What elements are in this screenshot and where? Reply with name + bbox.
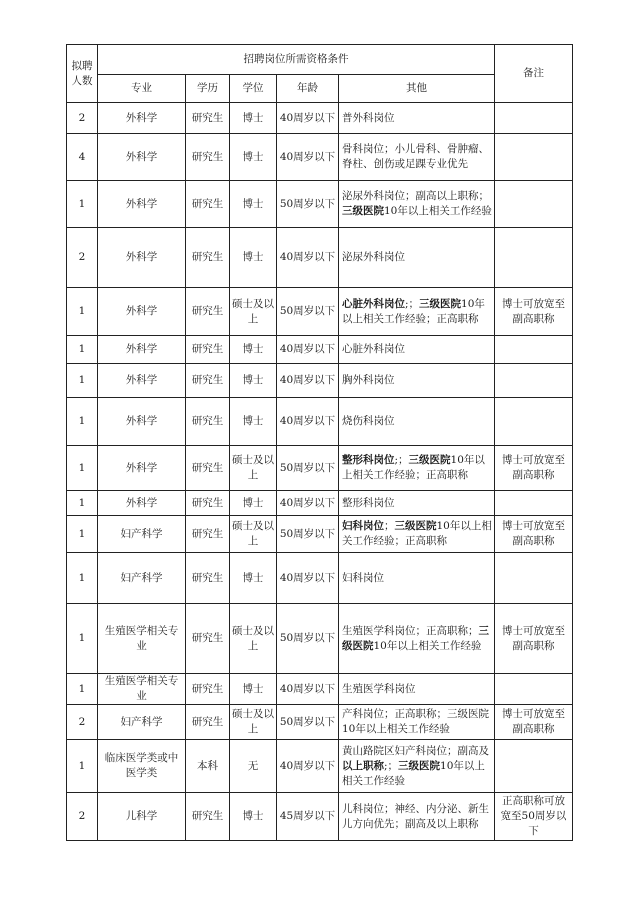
cell-education: 研究生 [186, 228, 230, 288]
other-text-segment: 10年以上相关工作经验 [342, 759, 485, 787]
other-text-segment: 10年以上相关工作经验 [373, 639, 482, 652]
cell-remark: 正高职称可放宽至50周岁以下 [495, 793, 573, 841]
cell-major: 临床医学类或中医学类 [98, 740, 186, 793]
cell-other [339, 553, 495, 604]
header-major: 专业 [98, 75, 186, 103]
cell-major: 妇产科学 [98, 705, 186, 740]
other-text-segment: 三级医院 [342, 205, 384, 217]
cell-degree: 博士 [230, 398, 277, 446]
cell-degree: 硕士及以上 [230, 516, 277, 553]
table-row [67, 134, 573, 181]
cell-degree: 硕士及以上 [230, 705, 277, 740]
cell-major: 外科学 [98, 446, 186, 491]
cell-count: 1 [67, 288, 98, 336]
cell-other [339, 740, 495, 793]
other-text-segment: 生殖医学科岗位；正高职称； [342, 624, 479, 637]
cell-degree: 无 [230, 740, 277, 793]
cell-other [339, 604, 495, 674]
cell-count: 1 [67, 398, 98, 446]
cell-other [339, 181, 495, 228]
other-text-segment: 生殖医学科岗位 [342, 682, 416, 695]
cell-degree: 博士 [230, 364, 277, 398]
table-row [67, 336, 573, 364]
other-text-segment: 泌尿外科岗位；副高以上职称； [342, 190, 489, 202]
cell-major: 外科学 [98, 491, 186, 516]
cell-age: 40周岁以下 [277, 364, 339, 398]
table-row [67, 553, 573, 604]
cell-education: 研究生 [186, 491, 230, 516]
cell-major: 妇产科学 [98, 553, 186, 604]
other-text-segment: 泌尿外科岗位 [342, 251, 405, 263]
header-qualifications: 招聘岗位所需资格条件 [98, 45, 495, 75]
cell-age: 40周岁以下 [277, 491, 339, 516]
cell-degree: 博士 [230, 491, 277, 516]
other-text-segment: ； [384, 520, 395, 532]
header-count: 拟聘人数 [67, 45, 98, 103]
cell-other [339, 398, 495, 446]
table-row [67, 793, 573, 841]
cell-age: 40周岁以下 [277, 336, 339, 364]
cell-count: 1 [67, 740, 98, 793]
cell-count: 1 [67, 553, 98, 604]
cell-degree: 硕士及以上 [230, 604, 277, 674]
cell-major: 外科学 [98, 228, 186, 288]
table-row [67, 516, 573, 553]
cell-count: 4 [67, 134, 98, 181]
cell-other [339, 491, 495, 516]
cell-education: 研究生 [186, 553, 230, 604]
header-remarks: 备注 [495, 45, 573, 103]
cell-degree: 硕士及以上 [230, 446, 277, 491]
header-age: 年龄 [277, 75, 339, 103]
other-text-segment: 三级医院 [394, 520, 437, 532]
cell-education: 研究生 [186, 181, 230, 228]
cell-education: 研究生 [186, 103, 230, 134]
cell-count: 1 [67, 516, 98, 553]
cell-education: 研究生 [186, 446, 230, 491]
other-text-segment: 普外科岗位 [342, 111, 395, 124]
cell-education: 研究生 [186, 604, 230, 674]
cell-other [339, 705, 495, 740]
cell-count: 1 [67, 674, 98, 705]
cell-age: 50周岁以下 [277, 516, 339, 553]
other-text-segment: 黄山路院区妇产科岗位；副高及 [342, 744, 489, 757]
cell-major: 外科学 [98, 288, 186, 336]
header-degree: 学位 [230, 75, 277, 103]
cell-education: 研究生 [186, 705, 230, 740]
cell-major: 外科学 [98, 181, 186, 228]
cell-age: 50周岁以下 [277, 446, 339, 491]
cell-other [339, 103, 495, 134]
cell-age: 40周岁以下 [277, 674, 339, 705]
other-text-segment: 骨科岗位；小儿骨科、骨肿瘤、脊柱、创伤或足踝专业优先 [342, 143, 489, 170]
cell-major: 外科学 [98, 134, 186, 181]
cell-count: 1 [67, 604, 98, 674]
cell-major: 儿科学 [98, 793, 186, 841]
other-text-segment: 10年以上相关工作经验；正高职称 [342, 520, 492, 547]
cell-other [339, 446, 495, 491]
table-row [67, 674, 573, 705]
cell-education: 研究生 [186, 793, 230, 841]
table-row [67, 364, 573, 398]
cell-age: 50周岁以下 [277, 705, 339, 740]
cell-remark [495, 364, 573, 398]
cell-remark [495, 740, 573, 793]
cell-count: 1 [67, 336, 98, 364]
table-row [67, 705, 573, 740]
cell-age: 50周岁以下 [277, 181, 339, 228]
cell-major: 生殖医学相关专业 [98, 604, 186, 674]
cell-education: 研究生 [186, 398, 230, 446]
other-text-segment: 胸外科岗位 [342, 374, 395, 386]
cell-age: 50周岁以下 [277, 604, 339, 674]
cell-age: 40周岁以下 [277, 398, 339, 446]
other-text-segment: 三级医院 [342, 624, 489, 652]
cell-remark: 博士可放宽至副高职称 [495, 516, 573, 553]
cell-other [339, 336, 495, 364]
cell-other [339, 134, 495, 181]
header-other: 其他 [339, 75, 495, 103]
table-row [67, 740, 573, 793]
table-row [67, 398, 573, 446]
other-text-segment: 10年以上相关工作经验；正高职称 [342, 454, 485, 481]
cell-other [339, 228, 495, 288]
cell-remark: 博士可放宽至副高职称 [495, 288, 573, 336]
cell-degree: 博士 [230, 103, 277, 134]
table-row [67, 103, 573, 134]
cell-other [339, 364, 495, 398]
other-text-segment: 三级医院 [419, 297, 462, 310]
cell-remark [495, 491, 573, 516]
other-text-segment: 产科岗位；正高职称；三级医院10年以上相关工作经验 [342, 708, 489, 735]
cell-education: 研究生 [186, 364, 230, 398]
cell-degree: 博士 [230, 336, 277, 364]
other-text-segment: 以上职称 [342, 759, 384, 772]
cell-count: 2 [67, 705, 98, 740]
cell-age: 40周岁以下 [277, 134, 339, 181]
cell-degree: 博士 [230, 181, 277, 228]
cell-age: 40周岁以下 [277, 103, 339, 134]
cell-remark [495, 674, 573, 705]
cell-remark [495, 103, 573, 134]
other-text-segment: ;； [394, 454, 409, 466]
cell-count: 1 [67, 446, 98, 491]
other-text-segment: 心脏外科岗位 [342, 343, 405, 355]
table-row [67, 288, 573, 336]
header-education: 学历 [186, 75, 230, 103]
cell-count: 1 [67, 491, 98, 516]
cell-degree: 博士 [230, 228, 277, 288]
cell-degree: 博士 [230, 793, 277, 841]
cell-age: 40周岁以下 [277, 740, 339, 793]
other-text-segment: 儿科岗位；神经、内分泌、新生儿方向优先；副高及以上职称 [342, 802, 489, 830]
cell-education: 研究生 [186, 288, 230, 336]
other-text-segment: 三级医院 [398, 759, 441, 772]
other-text-segment: 10年以上相关工作经验；正高职称 [342, 297, 485, 325]
cell-remark: 博士可放宽至副高职称 [495, 446, 573, 491]
recruitment-table [66, 44, 573, 841]
cell-remark: 博士可放宽至副高职称 [495, 705, 573, 740]
cell-education: 本科 [186, 740, 230, 793]
cell-count: 1 [67, 364, 98, 398]
cell-remark [495, 228, 573, 288]
cell-age: 45周岁以下 [277, 793, 339, 841]
cell-education: 研究生 [186, 134, 230, 181]
cell-major: 外科学 [98, 398, 186, 446]
cell-count: 2 [67, 793, 98, 841]
cell-degree: 博士 [230, 553, 277, 604]
table-row [67, 491, 573, 516]
cell-other [339, 516, 495, 553]
cell-education: 研究生 [186, 516, 230, 553]
cell-remark [495, 134, 573, 181]
cell-major: 外科学 [98, 336, 186, 364]
other-text-segment: 妇科岗位 [342, 520, 384, 532]
cell-other [339, 674, 495, 705]
table-row [67, 604, 573, 674]
cell-remark [495, 553, 573, 604]
cell-remark: 博士可放宽至副高职称 [495, 604, 573, 674]
cell-degree: 博士 [230, 134, 277, 181]
cell-education: 研究生 [186, 674, 230, 705]
cell-age: 40周岁以下 [277, 553, 339, 604]
other-text-segment: 三级医院 [408, 454, 451, 466]
cell-major: 外科学 [98, 364, 186, 398]
other-text-segment: 妇科岗位 [342, 571, 384, 584]
cell-degree: 博士 [230, 674, 277, 705]
other-text-segment: 10年以上相关工作经验 [384, 205, 492, 217]
cell-major: 外科学 [98, 103, 186, 134]
table-row [67, 228, 573, 288]
cell-education: 研究生 [186, 336, 230, 364]
cell-other [339, 793, 495, 841]
cell-other [339, 288, 495, 336]
cell-remark [495, 398, 573, 446]
cell-major: 妇产科学 [98, 516, 186, 553]
other-text-segment: 整形科岗位 [342, 454, 395, 466]
cell-age: 50周岁以下 [277, 288, 339, 336]
cell-remark [495, 181, 573, 228]
other-text-segment: 心脏外科岗位 [342, 297, 405, 310]
cell-degree: 硕士及以上 [230, 288, 277, 336]
other-text-segment: 整形科岗位 [342, 496, 395, 509]
cell-count: 1 [67, 181, 98, 228]
other-text-segment: ;； [384, 759, 399, 772]
table-row [67, 181, 573, 228]
cell-count: 2 [67, 103, 98, 134]
table-row [67, 446, 573, 491]
other-text-segment: ;； [405, 297, 420, 310]
cell-remark [495, 336, 573, 364]
cell-age: 40周岁以下 [277, 228, 339, 288]
cell-major: 生殖医学相关专业 [98, 674, 186, 705]
other-text-segment: 烧伤科岗位 [342, 415, 395, 427]
cell-count: 2 [67, 228, 98, 288]
